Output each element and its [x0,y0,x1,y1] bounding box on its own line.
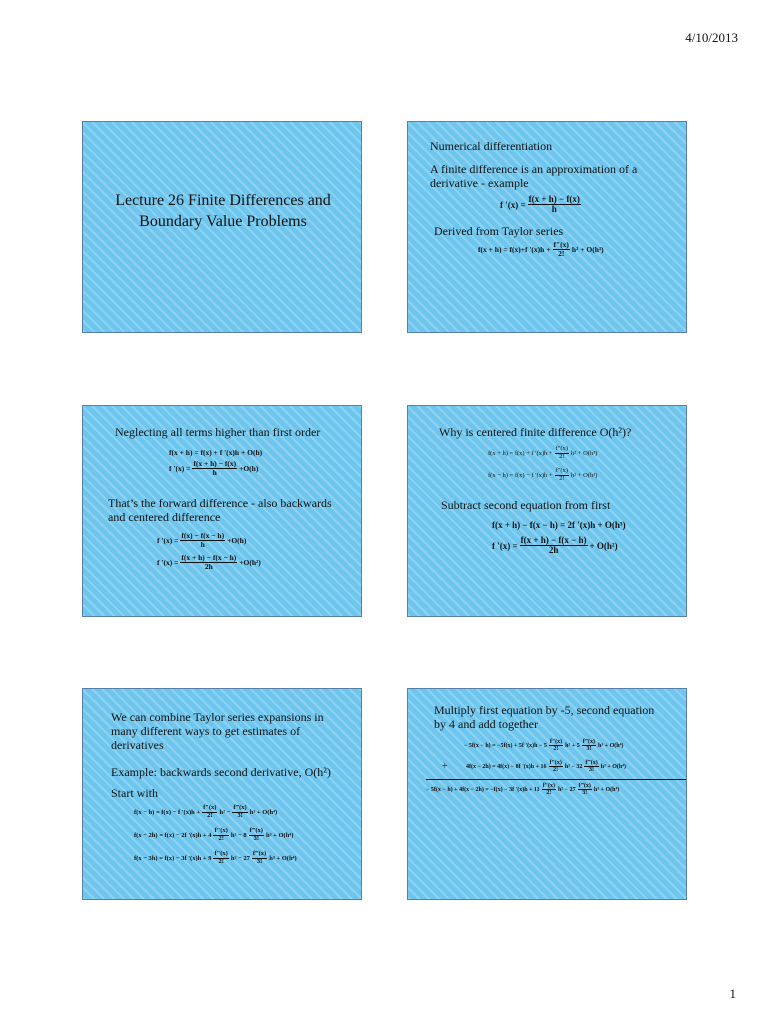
fraction: $\frac{f"(x)}{2!}$ [203,804,217,819]
fraction: f"(x) 2! [542,783,556,797]
equation-expansion-2h: f(x − 2h) = f(x) − 2f '(x)h + 4 f"(x) 2! h² − 8 f‴(x) 3! h³ + O(h⁴) [134,827,294,842]
equation-centered-difference: f '(x) = $\frac{f(x + h) - f(x - h)}{2h}$ +O(h²) [157,553,261,571]
slide-2 [407,121,687,333]
slide-heading: Why is centered finite difference O(h²)? [439,425,632,439]
equation-forward-difference: f '(x) = $\frac{f(x + h) - f(x)}{h}$ +O(h) [169,459,259,477]
equation-taylor-series: f(x + h) = f(x)+f '(x)h + $\frac{f"(x)}{2!}$ h² + O(h³) [478,240,604,258]
equation-taylor-plus: f(x + h) = f(x) + f '(x)h + $\frac{f"(x)}{2!}$ h² + O(h³) [488,445,598,460]
fraction: f‴(x) 3! [582,739,596,753]
fraction: f"(x) 2! [549,739,563,753]
equation-forward-difference [500,195,581,215]
slide-6 [407,688,687,900]
equation-lhs: f '(x) = [500,199,526,210]
equation-subtracted: f(x + h) − f(x − h) = 2f '(x)h + O(h³) [492,520,626,530]
equation-taylor-minus: f(x − h) = f(x) − f '(x)h + $\frac{f"(x)}{2!}$ h² + O(h³) [488,467,598,482]
fraction: $\frac{f"(x)}{2!}$ [555,467,568,482]
equation-expansion-h: f(x − h) = f(x) − f '(x)h + $\frac{f"(x)}{2!}$ h² − $\frac{f‴(x)}{3!}$ h³ + O(h⁴) [134,804,278,819]
fraction: $\frac{f(x) - f(x - h)}{h}$ [181,531,225,549]
plus-sign: + [442,761,448,772]
fraction: $\frac{f"(x)}{2!}$ [555,445,568,460]
slide-1 [82,121,362,333]
header-date: 4/10/2013 [685,30,738,45]
equation-taylor-first-order: f(x + h) = f(x) + f '(x)h + O(h) [169,448,263,457]
equation-backward-difference: f '(x) = $\frac{f(x) - f(x - h)}{h}$ +O(h) [157,531,247,549]
fraction: f‴(x) 3! [578,783,591,797]
slide-text: A finite difference is an approximation of a derivative - example [430,162,638,190]
fraction: f‴(x) 3! [252,850,267,865]
fraction: $\frac{f‴(x)}{3!}$ [233,804,247,819]
slide-title: Lecture 26 Finite Differences and Boundary Value Problems [115,192,331,230]
slide-text: That’s the forward difference - also backwards and centered difference [108,496,332,524]
fraction: f‴(x) 3! [249,827,263,842]
slide-4 [407,405,687,617]
fraction: $\frac{f(x + h) - f(x - h)}{2h}$ [520,535,587,556]
page-number: 1 [729,986,736,1001]
fraction: f"(x) 2! [214,827,228,842]
slide-heading: Neglecting all terms higher than first order [115,425,321,439]
fraction: f"(x) 2! [549,760,562,774]
fraction: $\frac{f"(x)}{2!}$ [553,240,569,258]
fraction: $\frac{f(x + h) - f(x - h)}{2h}$ [181,553,237,571]
slide-text: Start with [111,786,158,800]
slide-text: Multiply first equation by -5, second equation by 4 and add together [434,703,655,731]
fraction: f‴(x) 3! [585,760,598,774]
slide-text: We can combine Taylor series expansions in many different ways to get estimates of derivatives [111,710,324,752]
slide-text: Example: backwards second derivative, O(h²) [111,765,331,779]
sum-rule-line [426,779,686,780]
slide-text: Subtract second equation from first [441,498,611,512]
equation-centered-difference: f '(x) = $\frac{f(x + h) - f(x - h)}{2h}$ + O(h²) [492,535,618,556]
equation-times-4: 4f(x − 2h) = 4f(x) − 8f '(x)h + 16 f"(x) 2! h² − 32 f‴(x) 3! h³ + O(h⁴) [466,760,627,774]
fraction: $\frac{f(x + h) - f(x)}{h}$ [193,459,237,477]
slide-heading: Numerical differentiation [430,139,553,153]
fraction: $\frac{f(x + h) - f(x)}{h}$ [528,194,580,215]
slide-3 [82,405,362,617]
slide-5 [82,688,362,900]
equation-sum: − 5f(x − h) + 4f(x − 2h) = −f(x) − 3f '(x)h + 11 f"(x) 2! h² − 27 f‴(x) 3! h³ + O(h⁴) [426,783,620,797]
equation-times-minus5: − 5f(x − h) = −5f(x) + 5f '(x)h − 5 f"(x) 2! h² + 5 f‴(x) 3! h³ + O(h⁴) [464,739,624,753]
fraction: f"(x) 2! [214,850,228,865]
equation-expansion-3h: f(x − 3h) = f(x) − 3f '(x)h + 9 f"(x) 2! h² − 27 f‴(x) 3! h³ + O(h⁴) [134,850,297,865]
slide-text: Derived from Taylor series [434,224,564,238]
